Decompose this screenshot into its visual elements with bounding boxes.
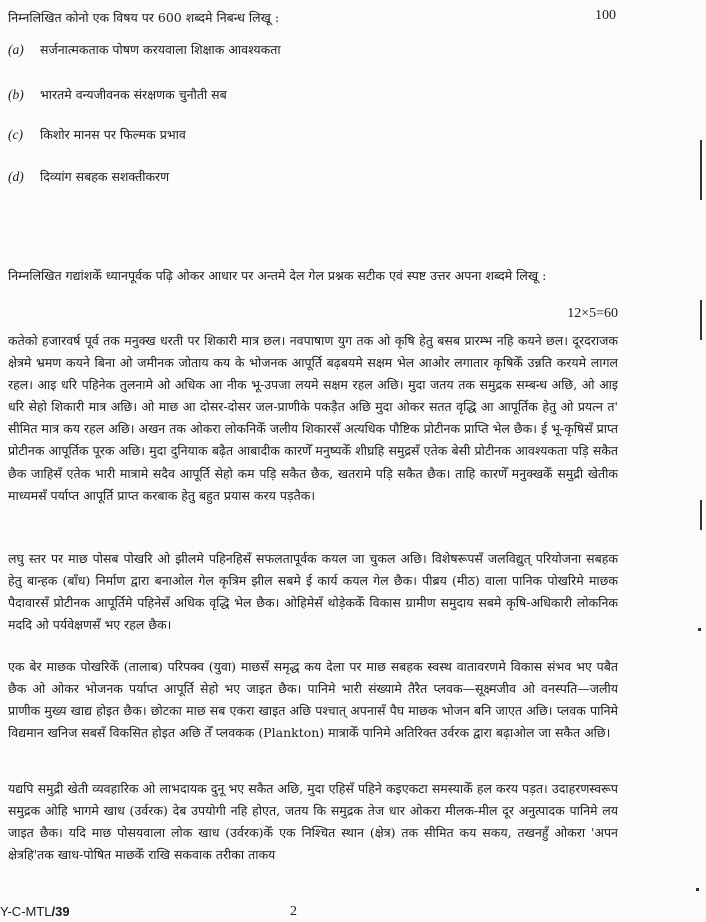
paper-code <box>0 904 70 919</box>
option-text: दिव्यांग सबहक सशक्तीकरण <box>40 169 170 184</box>
scan-edge-mark <box>700 500 702 530</box>
option-d <box>8 168 169 185</box>
question-2-marks: 12×5=60 <box>567 306 618 321</box>
paper-code-suffix: /39 <box>51 904 70 919</box>
paper-code-prefix: Y-C-MTL <box>0 904 52 919</box>
option-text: सर्जनात्मकताक पोषण करयवाला शिक्षाक आवश्यकता <box>40 42 281 57</box>
scan-edge-mark <box>700 300 702 340</box>
option-label: (c) <box>8 127 23 142</box>
option-a <box>8 41 281 58</box>
option-c <box>8 126 186 143</box>
scan-edge-mark <box>700 140 702 200</box>
scan-edge-mark <box>696 888 699 891</box>
passage-paragraph-1: कतेको हजारवर्ष पूर्व तक मनुक्ख धरती पर शिकारी मात्र छल। नवपाषाण युग तक ओ कृषि हेतु बसब प्रारम्भ नहि कयने छल। दूरदराजक क्षेत्रमे भ्रमण कयने बिना ओ जमीनक जोताय कय के भोजनक आपूर्ति बढ़बयमे सक्षम भेल आओर लगातार कृषिकेँ उन्नति करयमे लागल रहल। आइ धरि पहिनेक तुलनामे ओ अधिक आ नीक भू-उपजा लयमे सक्षम रहल अछि। मुदा जतय तक समुद्रक सम्बन्ध अछि, ओ आइ धरि सेहो शिकारी मात्र अछि। ओ माछ आ दोसर-दोसर जल-प्राणीके पकड़ैत अछि मुदा ओकर सतत वृद्धि आ आपूर्तिक हेतु ओ प्रयत्न त' सीमित मात्र कय रहल अछि। अखन तक ओकरा लोकनिकेँ जलीय शिकारसँ अत्यधिक पौष्टिक प्रोटीनक प्राप्ति भेल छैक। ई भू-कृषिसँ प्राप्त प्रोटीनक आपूर्तिक पूरक अछि। मुदा दुनियाक बढ़ैत आबादीक कारणेँ मनुष्यकेँ शीघ्रहि समुद्रसँ एतेक बेसी प्रोटीनक आवश्यकता पड़ि सकैत छैक जाहिसँ एतेक भारी मात्रामे सदैव आपूर्ति सेहो कम पड़ि सकैत छैक, खतरामे पड़ि सकैत छैक। ताहि कारणेँ मनुक्खकेँ समुद्री खेतीक माध्यमसँ पर्याप्त आपूर्ति प्राप्त करबाक हेतु बहुत प्रयास करय पड़तैक। <box>8 333 618 503</box>
option-label: (b) <box>8 87 24 102</box>
question-2-instruction: निम्नलिखित गद्यांशकेँ ध्यानपूर्वक पढ़ि ओकर आधार पर अन्तमे देल गेल प्रश्नक सटीक एवं स्पष्ट उत्तर अपना शब्दमे लिखू : <box>8 268 547 283</box>
question-1-heading: निम्नलिखित कोनो एक विषय पर 600 शब्दमे निबन्ध लिखू : <box>8 10 280 25</box>
option-text: किशोर मानस पर फिल्मक प्रभाव <box>40 127 186 142</box>
option-label: (d) <box>8 169 24 184</box>
passage-paragraph-3: एक बेर माछक पोखरिकेँ (तालाब) परिपक्व (युवा) माछसँ समृद्ध कय देला पर माछ सबहक स्वस्थ वातावरणमे विकास संभव भए पबैत छैक ओ ओकर भोजनक पर्याप्त आपूर्ति सेहो भए जाइत छैक। पानिमे भारी संख्यामे तैरैत प्लवक—सूक्ष्मजीव ओ वनस्पति—जलीय प्राणीक मुख्य खाद्य होइत छैक। छोटका माछ सब एकरा खाइत अछि पश्चात् अपनासँ पैघ माछक भोजन बनि जाएत अछि। प्लवक पानिमे विद्यमान खनिज सबसँ विकसित होइत अछि तेँ प्लवकक (Plankton) मात्राकेँ पानिमे अतिरिक्त उर्वरक द्वारा बढ़ाओल जा सकैत अछि। <box>8 659 618 741</box>
passage-paragraph-2: लघु स्तर पर माछ पोसब पोखरि ओ झीलमे पहिनहिसँ सफलतापूर्वक कयल जा चुकल अछि। विशेषरूपसँ जलविद्युत् परियोजना सबहक हेतु बान्हक (बाँध) निर्माण द्वारा बनाओल गेल कृत्रिम झील सबमे ई कार्य कयल गेल छैक। पीब्रय (मीठ) वाला पानिक पोखरिमे माछक पैदावारसँ प्रोटीनक आपूर्तिमे पहिनेसँ अधिक वृद्धि भेल छैक। ओहिमेसँ थोड़ेककेँ विकास ग्रामीण समुदाय सबमे कृषि-अधिकारी लोकनिक मददि ओ पर्यवेक्षणसँ भए रहल छैक। <box>8 551 618 633</box>
scan-edge-mark <box>698 628 701 631</box>
option-b <box>8 86 227 103</box>
passage-paragraph-4: यद्यपि समुद्री खेती व्यवहारिक ओ लाभदायक दुनू भए सकैत अछि, मुदा एहिसँ पहिने कइएकटा समस्याकेँ हल करय पड़त। उदाहरणस्वरूप समुद्रक ओहि भागमे खाध (उर्वरक) देब उपयोगी नहि होएत, जतय कि समुद्रक तेज धार ओकरा मीलक-मील दूर अनुत्पादक पानिमे लय जाइत छैक। यदि माछ पोसयवाला लोक खाध (उर्वरक)केँ एक निश्चित स्थान (क्षेत्र) तक सीमित कय सकय, तखनहुँ ओकरा 'अपन क्षेत्रहि'तक खाध-पोषित माछकेँ राखि सकवाक तरीका ताकय <box>8 781 618 863</box>
question-1-marks: 100 <box>595 8 616 23</box>
option-text: भारतमे वन्यजीवनक संरक्षणक चुनौती सब <box>40 87 227 102</box>
option-label: (a) <box>8 42 24 57</box>
page-number: 2 <box>290 904 297 919</box>
